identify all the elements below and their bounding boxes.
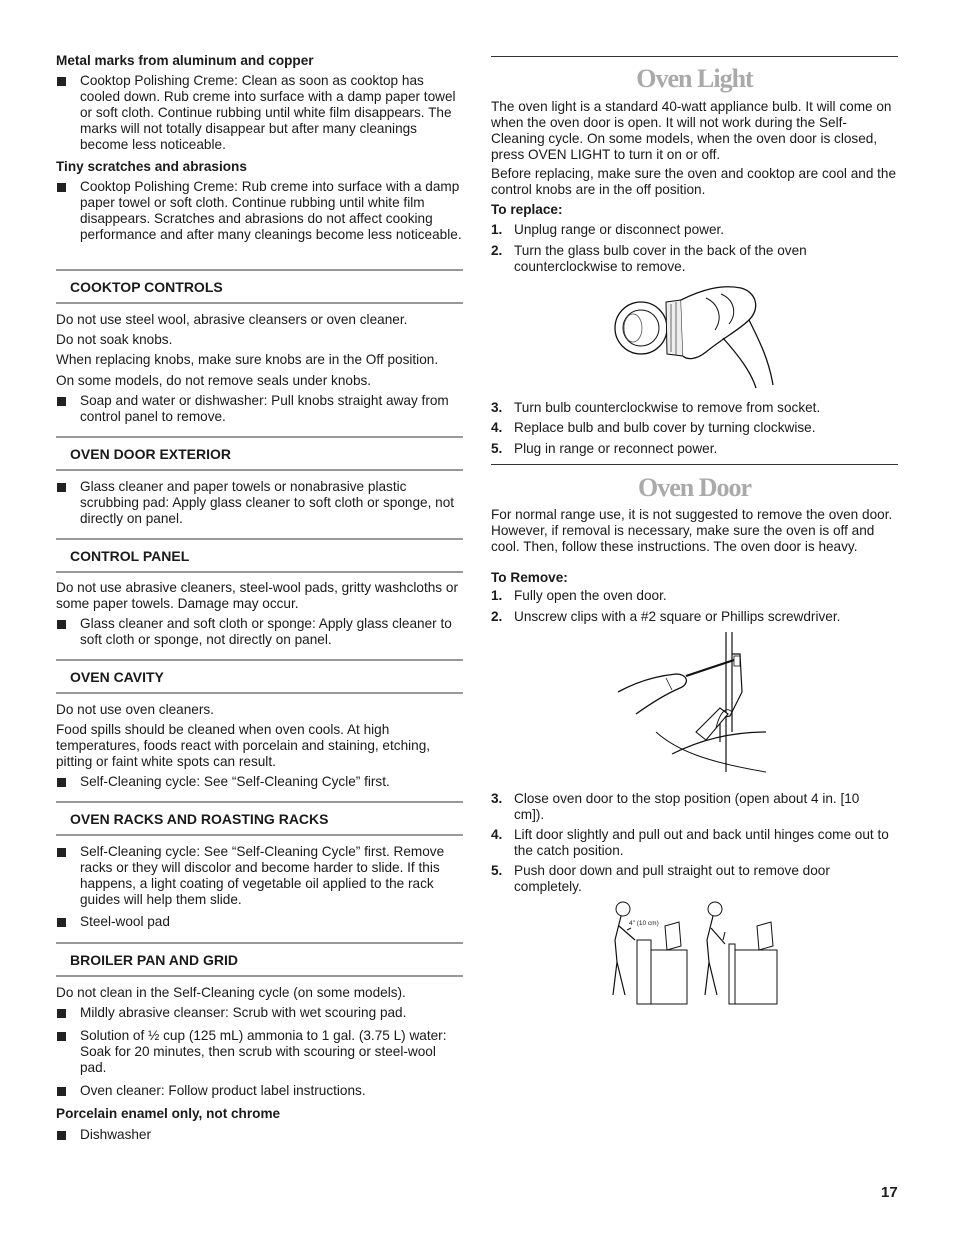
oven-light-p2: Before replacing, make sure the oven and cooktop are cool and the control knobs are in the off position. (491, 166, 897, 197)
oven-door-exterior-bullet: Glass cleaner and paper towels or nonabrasive plastic scrubbing pad: Apply glass cleaner to soft cloth or sponge, not directly on panel. (56, 479, 464, 527)
racks-bullet-1: Self-Cleaning cycle: See “Self-Cleaning Cycle” first. Remove racks or they will discolor and become harder to slide. If this happens, a light coating of vegetable oil applied to the rack guides will help them slide. (56, 844, 464, 908)
section-cooktop-controls: COOKTOP CONTROLS (56, 269, 463, 304)
cooktop-controls-bullet: Soap and water or dishwasher: Pull knobs straight away from control panel to remove. (56, 393, 464, 425)
remove-step-5: 5. Push door down and pull straight out to remove door completely. (491, 863, 830, 894)
oven-door-rule (491, 464, 898, 465)
replace-step-3: 3. Turn bulb counterclockwise to remove from socket. (491, 400, 821, 415)
to-replace-heading: To replace: (491, 202, 563, 217)
oven-cavity-p2: Food spills should be cleaned when oven cools. At high temperatures, foods react with porcelain and staining, etching, pitting or faint white spots can result. (56, 722, 431, 769)
to-remove-heading: To Remove: (491, 570, 568, 585)
metal-marks-bullet: Cooktop Polishing Creme: Clean as soon as cooktop has cooled down. Rub creme into surface with a damp paper towel or soft cloth. Continue rubbing until white film disappears. The marks will not totally disappear but after many cleanings become less noticeable. (56, 73, 464, 153)
bulb-cover-illustration (611, 280, 781, 390)
cooktop-controls-p4: On some models, do not remove seals under knobs. (56, 373, 372, 388)
remove-step-4: 4. Lift door slightly and pull out and back until hinges come out to the catch position. (491, 827, 889, 858)
replace-step-4: 4. Replace bulb and bulb cover by turning clockwise. (491, 420, 816, 435)
oven-light-p1: The oven light is a standard 40-watt appliance bulb. It will come on when the oven door is open. It will not work during the Self-Cleaning cycle. On some models, when the oven door is closed, press OVEN LIGHT to turn it on or off. (491, 99, 892, 162)
cooktop-controls-p1: Do not use steel wool, abrasive cleansers or oven cleaner. (56, 312, 408, 327)
metal-marks-heading: Metal marks from aluminum and copper (56, 53, 314, 68)
replace-step-1: 1. Unplug range or disconnect power. (491, 222, 725, 237)
door-removal-figure (607, 900, 782, 1010)
section-oven-racks: OVEN RACKS AND ROASTING RACKS (56, 801, 463, 836)
door-gap-label: 4" (10 cm) (629, 920, 659, 927)
racks-bullet-2: Steel-wool pad (56, 914, 170, 930)
control-panel-bullet: Glass cleaner and soft cloth or sponge: Apply glass cleaner to soft cloth or sponge, not directly on panel. (56, 616, 464, 648)
hinge-screwdriver-illustration (616, 632, 776, 782)
section-oven-door-exterior: OVEN DOOR EXTERIOR (56, 436, 463, 471)
cooktop-controls-p2: Do not soak knobs. (56, 332, 173, 347)
section-broiler-pan: BROILER PAN AND GRID (56, 942, 463, 977)
remove-step-2: 2. Unscrew clips with a #2 square or Phillips screwdriver. (491, 609, 841, 624)
oven-door-title: Oven Door (637, 473, 752, 502)
page-number: 17 (881, 1184, 898, 1201)
broiler-bullet-3: Oven cleaner: Follow product label instructions. (56, 1083, 366, 1099)
oven-cavity-bullet: Self-Cleaning cycle: See “Self-Cleaning Cycle” first. (56, 774, 390, 790)
scratches-bullet: Cooktop Polishing Creme: Rub creme into surface with a damp paper towel or soft cloth. Continue rubbing until white film disappears. Scratches and abrasions do not affect cooking performance and after many cleanings become less noticeable. (56, 179, 464, 243)
porcelain-heading: Porcelain enamel only, not chrome (56, 1106, 281, 1121)
section-control-panel: CONTROL PANEL (56, 538, 463, 573)
oven-cavity-p1: Do not use oven cleaners. (56, 702, 214, 717)
section-oven-cavity: OVEN CAVITY (56, 659, 463, 694)
door-removal-illustration (607, 900, 782, 1010)
broiler-p1: Do not clean in the Self-Cleaning cycle (on some models). (56, 985, 406, 1000)
oven-light-title: Oven Light (636, 64, 753, 93)
scratches-heading: Tiny scratches and abrasions (56, 159, 247, 174)
control-panel-p1: Do not use abrasive cleaners, steel-wool pads, gritty washcloths or some paper towels. Damage may occur. (56, 580, 458, 611)
replace-step-2: 2. Turn the glass bulb cover in the back of the oven counterclockwise to remove. (491, 243, 807, 274)
oven-light-rule (491, 56, 898, 57)
remove-step-3: 3. Close oven door to the stop position (open about 4 in. [10 cm]). (491, 791, 860, 822)
broiler-bullet-1: Mildly abrasive cleanser: Scrub with wet scouring pad. (56, 1005, 406, 1021)
broiler-bullet-4: Dishwasher (56, 1127, 151, 1143)
broiler-bullet-2: Solution of ½ cup (125 mL) ammonia to 1 gal. (3.75 L) water: Soak for 20 minutes, then scrub with scouring or steel-wool pad. (56, 1028, 464, 1076)
cooktop-controls-p3: When replacing knobs, make sure knobs are in the Off position. (56, 352, 439, 367)
oven-door-p1: For normal range use, it is not suggested to remove the oven door. However, if removal is necessary, make sure the oven is off and cool. Then, follow these instructions. The oven door is heavy. (491, 507, 893, 554)
replace-step-5: 5. Plug in range or reconnect power. (491, 441, 718, 456)
remove-step-1: 1. Fully open the oven door. (491, 588, 667, 603)
